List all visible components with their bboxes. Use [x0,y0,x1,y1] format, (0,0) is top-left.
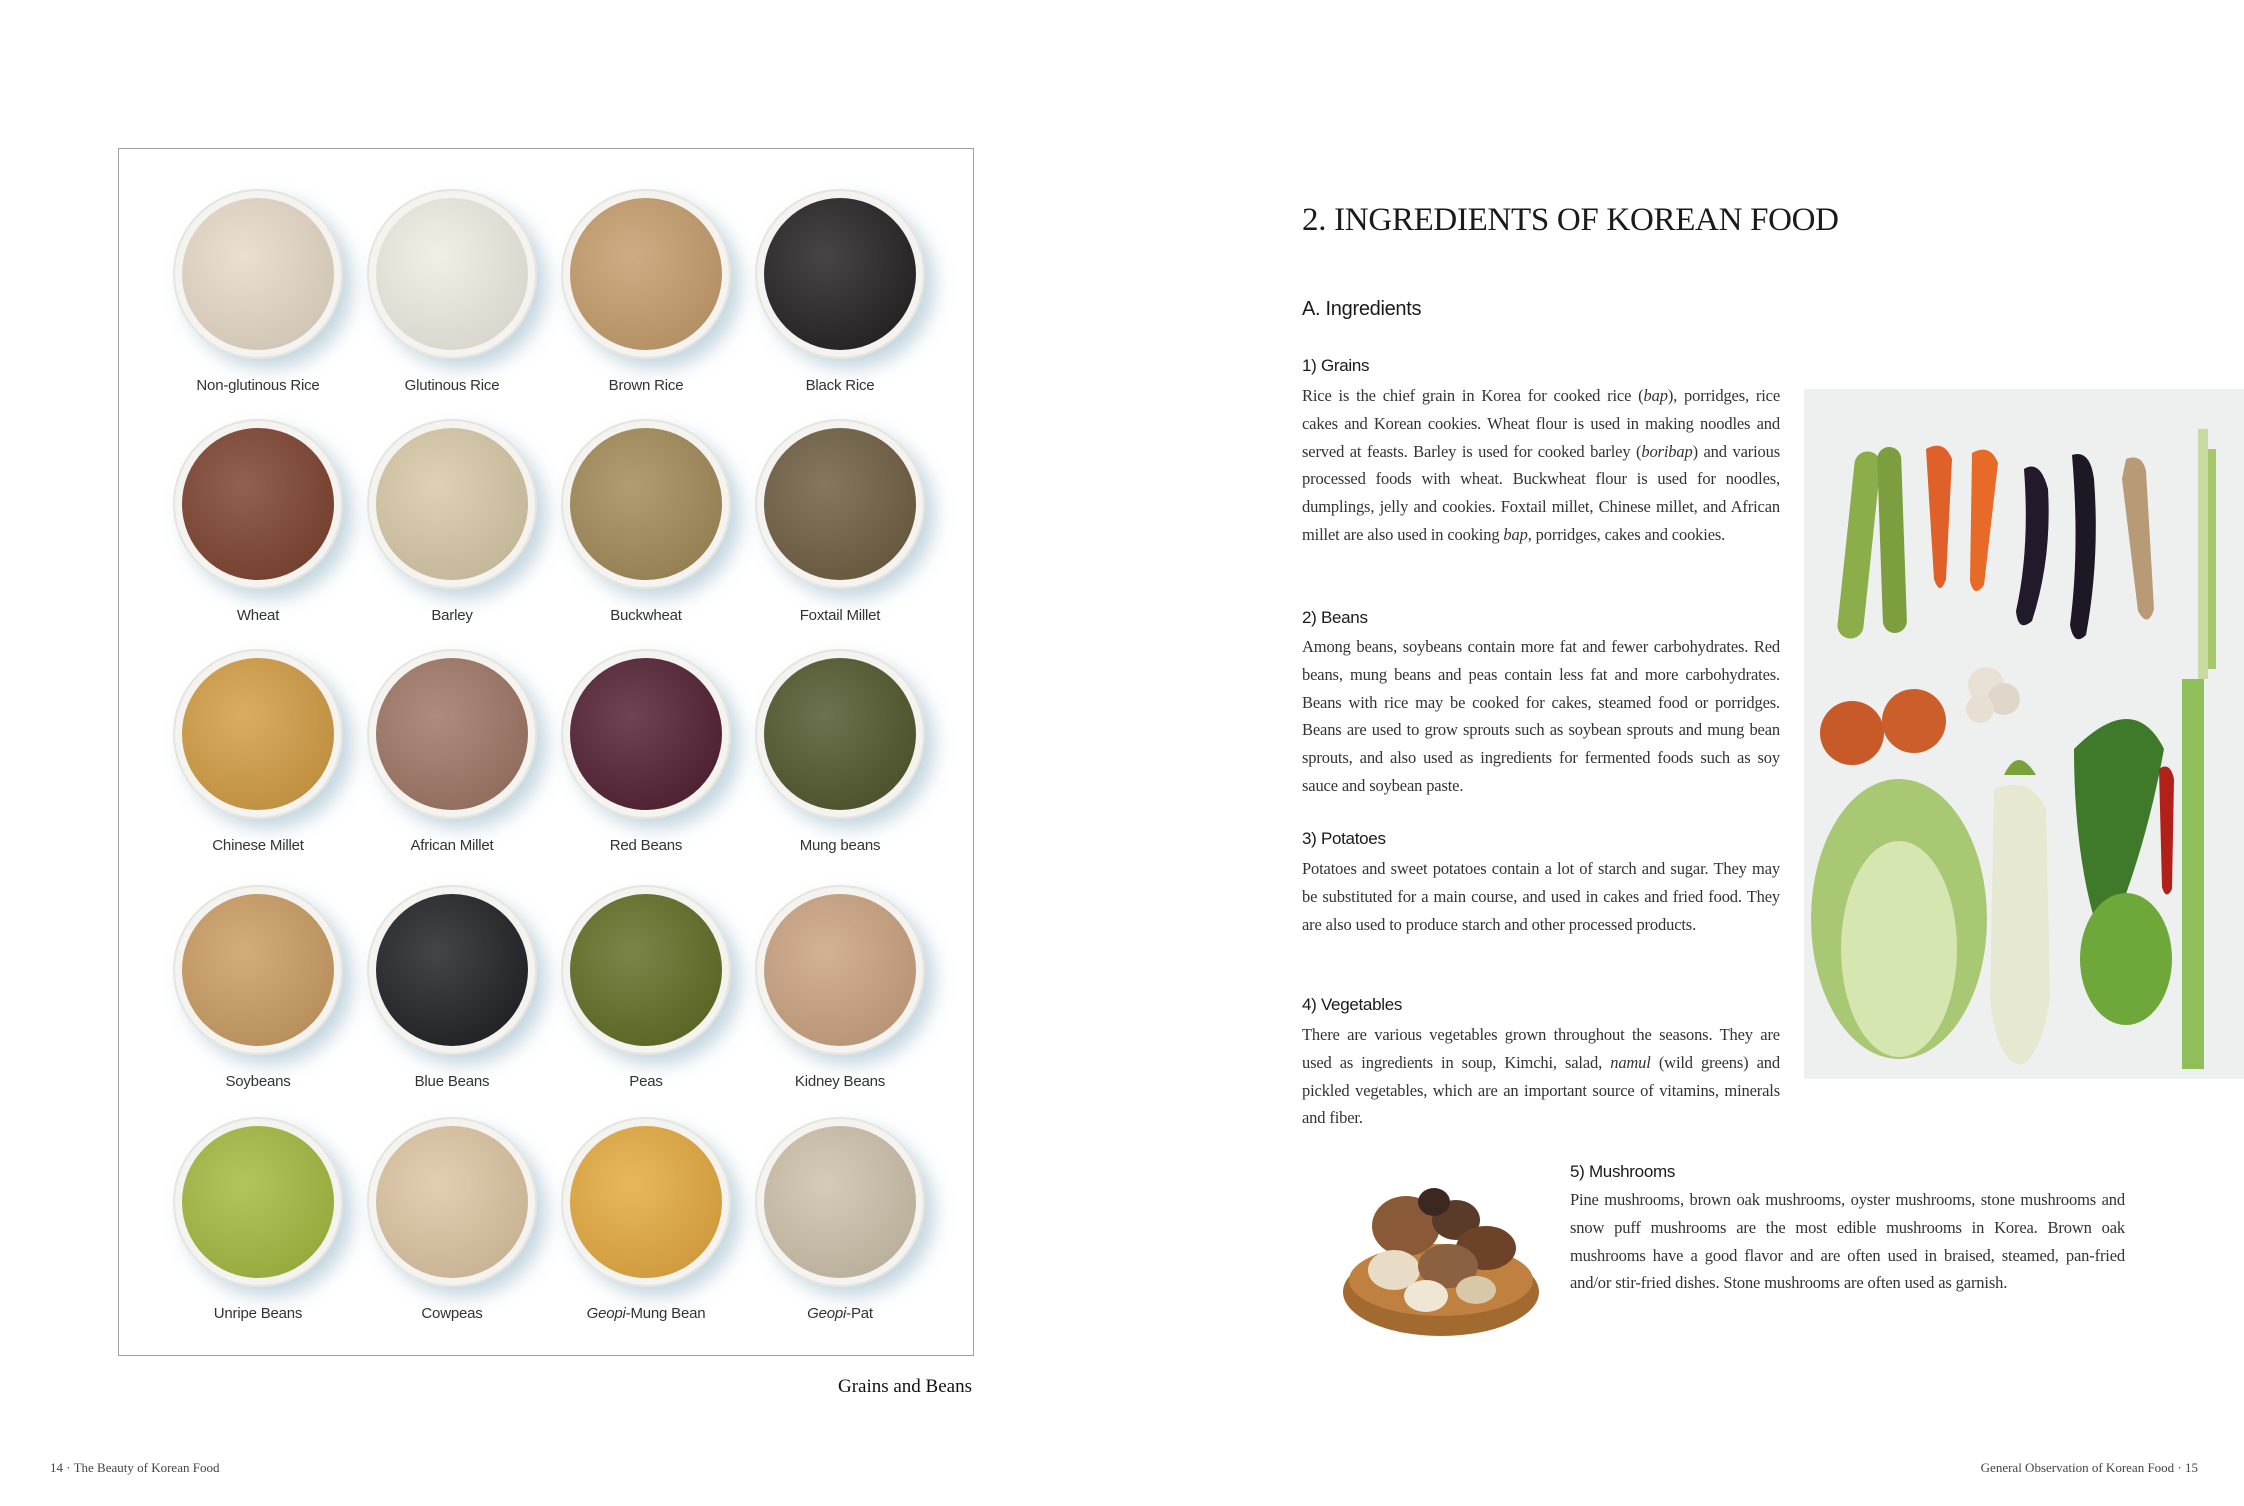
grain-bowl [173,419,343,589]
grain-item [161,419,355,649]
grain-bowl [367,885,537,1055]
grain-label: Wheat [236,607,280,624]
vegetables-text: There are various vegetables grown throughout the seasons. They are used as ingredients in soup, Kimchi, salad, namul (wild greens) and pickled vegetables, which are an important source of vitamins, minerals and fiber. [1302,1025,1780,1128]
grain-label: Soybeans [225,1073,291,1090]
mushrooms-heading: 5) Mushrooms [1570,1162,1676,1181]
grain-label: Geopi-Mung Bean [586,1305,706,1322]
grain-bowl [367,189,537,359]
grain-bowl [755,1117,925,1287]
grain-label: Brown Rice [608,377,684,394]
grain-fill [376,1126,528,1278]
mushroom-basket-illustration [1336,1162,1546,1342]
grain-fill [182,1126,334,1278]
grain-item [549,1117,743,1347]
grain-label: Unripe Beans [213,1305,303,1322]
grain-item [161,649,355,879]
grain-fill [570,894,722,1046]
grain-item [355,1117,549,1347]
grain-bowl [755,189,925,359]
grain-fill [182,894,334,1046]
potatoes-heading: 3) Potatoes [1302,829,1386,848]
grain-fill [764,428,916,580]
grain-label: Cowpeas [421,1305,483,1322]
grain-label: Buckwheat [610,607,682,624]
grain-item [743,419,937,649]
grain-item [549,649,743,879]
grain-bowl [561,189,731,359]
page-folio-right: General Observation of Korean Food · 15 [1980,1460,2198,1475]
grain-item [743,189,937,419]
vegetables-heading: 4) Vegetables [1302,995,1403,1014]
beans-text: Among beans, soybeans contain more fat and fewer carbohydrates. Red beans, mung beans and peas contain less fat and more carbohydrates. Beans with rice may be cooked for cakes, steamed food or porridges. Beans are used to grow sprouts such as soybean sprouts and mung bean sprouts, and also used as ingredients for fermented foods such as soy sauce and soybean paste. [1302,637,1780,795]
grain-bowl [173,189,343,359]
mushrooms-text: Pine mushrooms, brown oak mushrooms, oyster mushrooms, stone mushrooms and snow puff mushrooms are the most edible mushrooms in Korea. Brown oak mushrooms have a good flavor and are often used in braised, steamed, pan-fried and/or stir-fried dishes. Stone mushrooms are often used as garnish. [1570,1190,2125,1293]
grain-item [161,189,355,419]
section-heading: A. Ingredients [1302,298,1422,320]
grain-item [549,419,743,649]
grain-item [161,885,355,1115]
grain-label: Peas [629,1073,663,1090]
grain-label: Kidney Beans [794,1073,886,1090]
grain-item [355,189,549,419]
grain-fill [570,198,722,350]
grain-fill [570,1126,722,1278]
grain-bowl [561,649,731,819]
grain-fill [182,198,334,350]
grain-fill [764,894,916,1046]
grain-bowl [561,885,731,1055]
grain-fill [764,1126,916,1278]
grain-fill [570,428,722,580]
grain-fill [764,658,916,810]
grains-heading: 1) Grains [1302,356,1370,375]
grain-item [549,885,743,1115]
grain-label: Non-glutinous Rice [196,377,320,394]
grain-item [355,649,549,879]
grain-item [743,885,937,1115]
potatoes-text: Potatoes and sweet potatoes contain a lot of starch and sugar. They may be substituted for a main course, and used in cakes and fried food. They are also used to produce starch and other processed products. [1302,859,1780,934]
grain-item [355,419,549,649]
mushrooms-photo [1336,1162,1546,1342]
grain-item [355,885,549,1115]
grains-beans-figure [118,148,974,1356]
grain-label: Geopi-Pat [807,1305,873,1322]
grains-text: Rice is the chief grain in Korea for cooked rice (bap), porridges, rice cakes and Korean cookies. Wheat flour is used in making noodles and served at feasts. Barley is used for cooked barley (boribap) and various processed foods with wheat. Buckwheat flour is used for noodles, dumplings, jelly and cookies. Foxtail millet, Chinese millet, and African millet are also used in cooking bap, porridges, cakes and cookies. [1302,386,1780,544]
vegetables-illustration [1804,389,2244,1079]
vegetables-photo [1804,389,2244,1079]
grain-fill [182,428,334,580]
grain-bowl [173,885,343,1055]
grain-label: Black Rice [805,377,875,394]
grain-fill [376,894,528,1046]
figure-caption: Grains and Beans [837,1376,972,1397]
grain-bowl [755,419,925,589]
grain-fill [376,428,528,580]
grain-item [549,189,743,419]
grain-item [743,649,937,879]
grain-bowl [173,1117,343,1287]
grain-bowl [755,885,925,1055]
grain-bowl [367,1117,537,1287]
grain-label: Glutinous Rice [404,377,500,394]
grain-bowl [173,649,343,819]
grain-fill [376,198,528,350]
grain-item [161,1117,355,1347]
grain-label: African Millet [410,837,494,854]
grain-fill [376,658,528,810]
grain-bowl [367,419,537,589]
grain-fill [182,658,334,810]
grain-bowl [367,649,537,819]
grain-bowl [755,649,925,819]
grain-label: Barley [431,607,473,624]
grain-label: Mung beans [799,837,881,854]
grain-item [743,1117,937,1347]
page-title: 2. INGREDIENTS OF KOREAN FOOD [1302,202,1839,238]
grain-label: Foxtail Millet [799,607,881,624]
beans-heading: 2) Beans [1302,608,1368,627]
grain-label: Red Beans [609,837,683,854]
grain-fill [764,198,916,350]
grain-bowl [561,419,731,589]
grain-label: Chinese Millet [212,837,304,854]
grain-bowl [561,1117,731,1287]
page-folio-left: 14 · The Beauty of Korean Food [50,1460,220,1475]
grain-label: Blue Beans [414,1073,490,1090]
grain-fill [570,658,722,810]
